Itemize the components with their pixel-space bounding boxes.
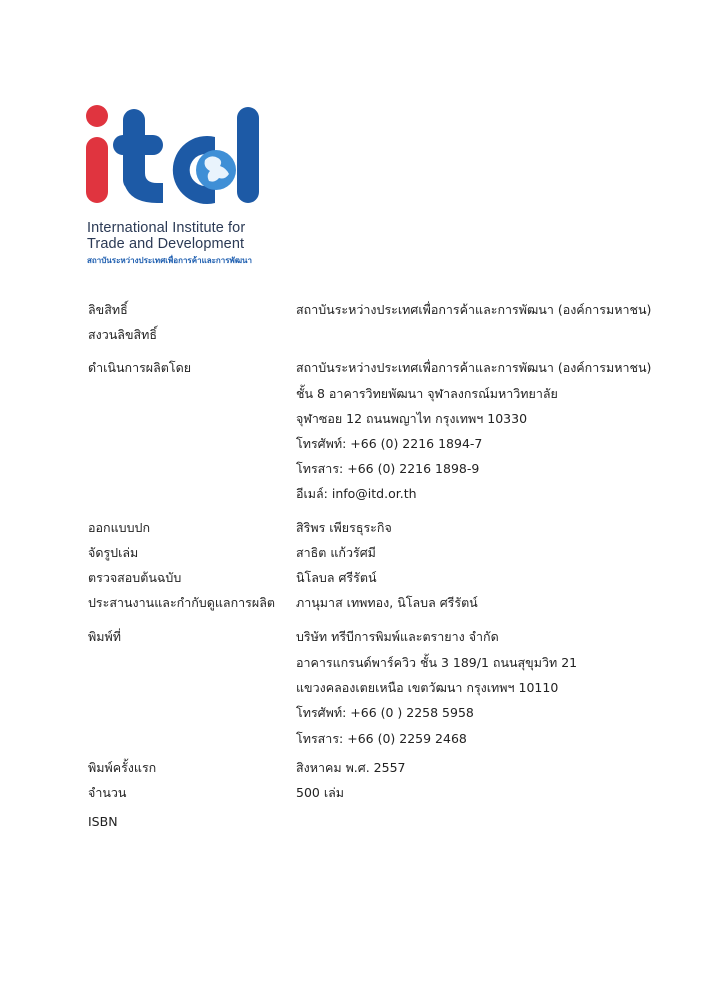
field-label: พิมพ์ที่ [88,629,121,644]
field-value: 500 เล่ม [296,785,345,800]
field-value: จุฬาซอย 12 ถนนพญาไท กรุงเทพฯ 10330 [296,411,528,426]
field-label: ลิขสิทธิ์ [88,302,128,317]
field-value: สถาบันระหว่างประเทศเพื่อการค้าและการพัฒนา (องค์การมหาชน) [296,360,652,375]
logo-text-line2: Trade and Development [87,236,245,252]
field-value: แขวงคลองเตยเหนือ เขตวัฒนา กรุงเทพฯ 10110 [296,680,559,695]
field-value: สถาบันระหว่างประเทศเพื่อการค้าและการพัฒนา (องค์การมหาชน) [296,302,652,317]
field-value: โทรศัพท์: +66 (0 ) 2258 5958 [296,705,474,720]
field-label: จัดรูปเล่ม [88,545,139,560]
field-label: พิมพ์ครั้งแรก [88,760,157,775]
field-value: สิริพร เพียรธุระกิจ [296,520,392,535]
field-value: ชั้น 8 อาคารวิทยพัฒนา จุฬาลงกรณ์มหาวิทยาลัย [296,386,558,401]
field-value: สิงหาคม พ.ศ. 2557 [296,760,406,775]
field-value: สาธิต แก้วรัศมี [296,545,376,560]
logo-text-line1: International Institute for [87,220,246,236]
field-value: โทรสาร: +66 (0) 2216 1898-9 [296,461,480,476]
field-value: อีเมล์: info@itd.or.th [296,486,417,501]
field-label: ดำเนินการผลิตโดย [88,360,192,375]
field-label: ออกแบบปก [88,520,151,535]
itd-logo-mark [85,103,265,215]
field-label: ISBN [88,814,118,829]
field-value: นิโลบล ศรีรัตน์ [296,570,377,585]
field-value: โทรสาร: +66 (0) 2259 2468 [296,731,467,746]
field-label: สงวนลิขสิทธิ์ [88,327,158,342]
itd-logo [85,103,275,268]
field-label: จำนวน [88,785,127,800]
field-value: อาคารแกรนด์พาร์ควิว ชั้น 3 189/1 ถนนสุขุมวิท 21 [296,655,578,670]
field-label: ประสานงานและกำกับดูแลการผลิต [88,595,275,610]
field-value: ภานุมาส เทพทอง, นิโลบล ศรีรัตน์ [296,595,478,610]
field-value: บริษัท ทรีบีการพิมพ์และตรายาง จำกัด [296,629,499,644]
logo-text-thai: สถาบันระหว่างประเทศเพื่อการค้าและการพัฒนา [87,256,253,265]
field-value: โทรศัพท์: +66 (0) 2216 1894-7 [296,436,483,451]
field-label: ตรวจสอบต้นฉบับ [88,570,182,585]
